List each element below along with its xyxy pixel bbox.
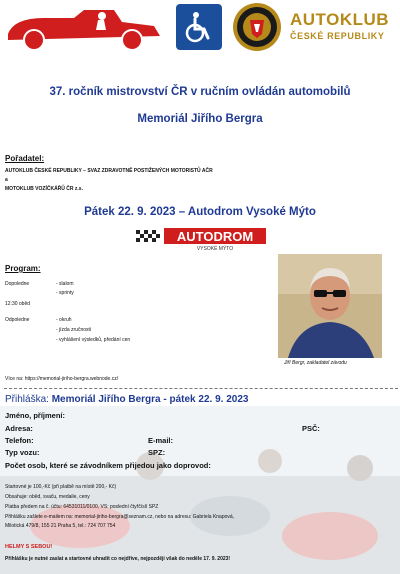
field-car-type: Typ vozu:: [5, 448, 40, 457]
autoklub-wordmark-line2: ČESKÉ REPUBLIKY: [290, 31, 385, 41]
autodrom-logo: [136, 226, 268, 252]
organizer-heading: Pořadatel:: [5, 154, 45, 163]
info-fee: Startovné je 100,-Kč (při platbě na místě 200,- Kč): [5, 484, 117, 490]
info-includes: Obsahuje: oběd, svaču, medaile, ceny: [5, 494, 90, 500]
program-afternoon-item-3: - vyhlášení výsledků, předání cen: [56, 337, 131, 343]
autoklub-wordmark: [290, 10, 398, 41]
field-name: Jméno, příjmení:: [5, 411, 66, 420]
autodrom-logo-sub: VYSOKÉ MÝTO: [196, 246, 234, 252]
program-lunch: 12:30 oběd: [5, 301, 31, 307]
program-afternoon-item-1: - okruh: [56, 317, 72, 323]
field-phone: Telefon:: [5, 436, 34, 445]
field-license-plate: SPZ:: [148, 448, 166, 457]
application-title: Memoriál Jiřího Bergra - pátek 22. 9. 2023: [51, 394, 249, 405]
program-afternoon-label: Odpoledne: [5, 317, 30, 323]
cut-line-divider: [4, 388, 398, 389]
autoklub-seal-logo: [232, 2, 282, 52]
wheelchair-logo: [176, 4, 222, 50]
race-car-logo: [4, 4, 164, 52]
info-send-application: Přihlášku zašlete e-mailem na: memorial-jiriho-bergra@seznam.cz, nebo na adresu: Gabriela Knapová,: [5, 514, 235, 520]
organizer-connector: a: [5, 177, 8, 183]
autoklub-wordmark-line1: AUTOKLUB: [290, 10, 390, 29]
field-email: E-mail:: [148, 436, 174, 445]
program-morning-item-2: - sprinty: [56, 290, 74, 296]
application-label: Přihláška:: [5, 394, 49, 405]
program-heading: Program:: [5, 264, 41, 273]
deadline-note: Přihlášku je nutné zaslat a startovné uhradit co nejdříve, nejpozději však do neděle 17. 9. 2023!: [5, 556, 231, 562]
program-morning-item-1: - slalom: [56, 281, 74, 287]
field-companions: Počet osob, které se závodníkem přijedou jako doprovod:: [5, 461, 211, 470]
info-payment: Platba předem na č. účtu: 64531011/0100, VS: poslední čtyřčíslí SPZ: [5, 504, 159, 510]
jiri-bergr-photo: [278, 254, 382, 358]
field-address: Adresa:: [5, 424, 33, 433]
info-postal-address: Milotická 479/8, 155 21 Praha 5, tel.: 724 707 754: [5, 523, 116, 529]
program-afternoon-item-2: - jízda zručnosti: [56, 327, 92, 333]
website-link[interactable]: Více na: https://memorial-jiriho-bergra.webnode.cz/: [5, 376, 119, 382]
organizer-2: MOTOKLUB VOZÍČKÁŘŮ ČR z.s.: [5, 186, 83, 192]
event-date-location: Pátek 22. 9. 2023 – Autodrom Vysoké Mýto: [84, 206, 316, 218]
background-race-photo: [0, 406, 400, 574]
wheelchair-icon: [182, 10, 216, 44]
event-title: 37. ročník mistrovství ČR v ručním ovládán automobilů: [49, 86, 351, 98]
application-heading: [5, 394, 248, 405]
program-morning-label: Dopoledne: [5, 281, 30, 287]
autodrom-logo-main: AUTODROM: [176, 229, 254, 244]
field-postcode: PSČ:: [302, 424, 320, 433]
memorial-title: Memoriál Jiřího Bergra: [137, 113, 263, 125]
organizer-1: AUTOKLUB ČESKÉ REPUBLIKY – SVAZ ZDRAVOTNĚ POSTIŽENÝCH MOTORISTŮ AČR: [5, 168, 213, 174]
helmets-notice: HELMY S SEBOU!: [5, 544, 53, 550]
photo-caption: Jiří Bergr, zakladatel závodu: [284, 360, 347, 366]
